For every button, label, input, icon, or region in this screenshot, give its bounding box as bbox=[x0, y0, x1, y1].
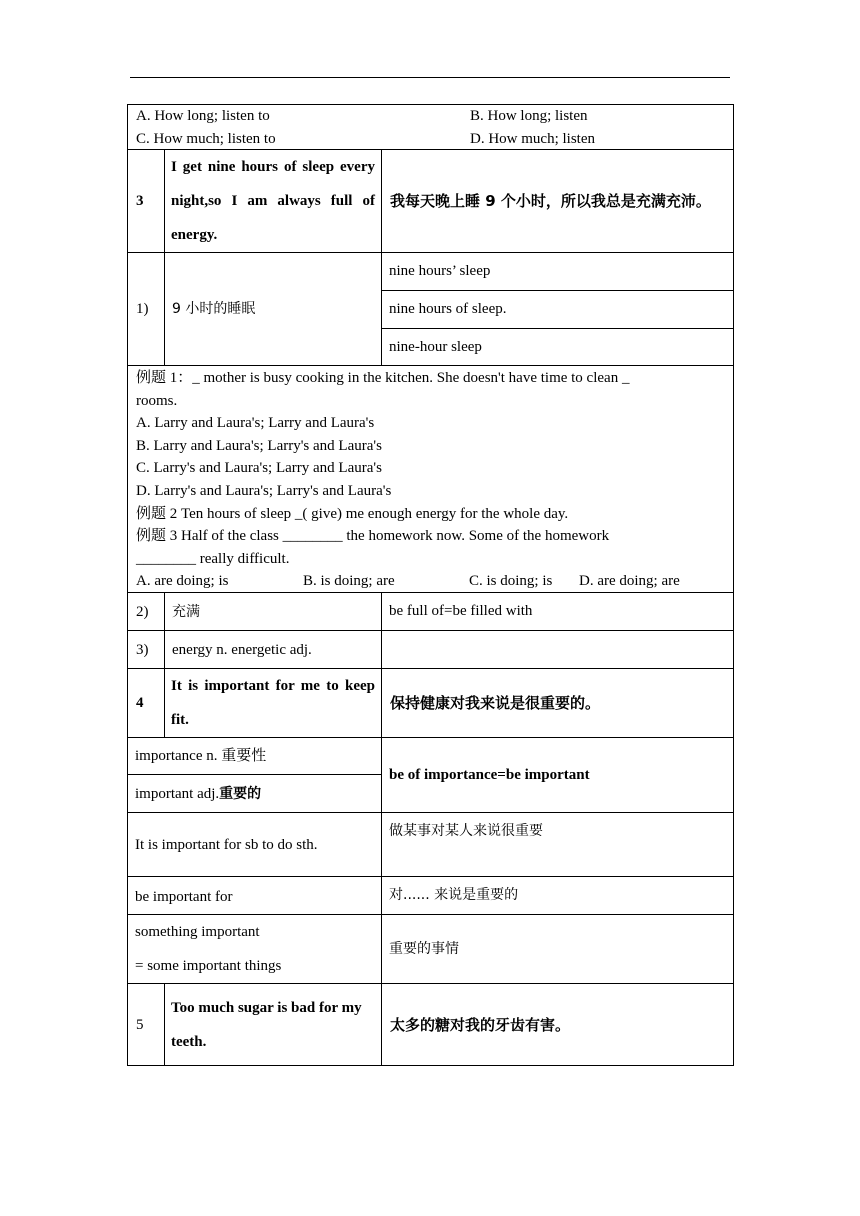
sub-detail-en: be full of=be filled with bbox=[382, 593, 734, 631]
item-sentence-zh: 我每天晚上睡 9 个小时，所以我总是充满充沛。 bbox=[382, 150, 734, 253]
sub-2-row bbox=[128, 593, 734, 631]
question-options-row bbox=[128, 105, 734, 150]
example-3-option-a: A. are doing; is bbox=[136, 573, 229, 590]
sub-label-zh: 9 小时的睡眠 bbox=[165, 253, 382, 366]
item-sentence-zh: 保持健康对我来说是很重要的。 bbox=[382, 669, 734, 738]
sub-label-zh: 充满 bbox=[165, 593, 382, 631]
example-3-option-b: B. is doing; are bbox=[303, 573, 395, 590]
example-3-stem-cont: ________ really difficult. bbox=[136, 550, 290, 567]
example-3-option-d: D. are doing; are bbox=[579, 573, 680, 590]
example-3-option-c: C. is doing; is bbox=[469, 573, 553, 590]
sub-number: 3) bbox=[128, 631, 165, 669]
option-a: A. How long; listen to bbox=[136, 108, 270, 124]
example-1-option-b: B. Larry and Laura's; Larry's and Laura's bbox=[136, 437, 382, 454]
header-rule bbox=[130, 77, 730, 78]
form-1: nine hours’ sleep bbox=[382, 253, 734, 291]
important-adj bbox=[128, 775, 382, 813]
sub-label-en: energy n. energetic adj. bbox=[165, 631, 382, 669]
example-3-options bbox=[136, 570, 725, 592]
pattern-en: be important for bbox=[128, 877, 382, 915]
pattern-en: It is important for sb to do sth. bbox=[128, 813, 382, 877]
item-number: 3 bbox=[128, 150, 165, 253]
item-sentence-en: It is important for me to keep fit. bbox=[165, 669, 382, 738]
important-adj-zh: 重要的 bbox=[219, 785, 262, 802]
example-1-option-d: D. Larry's and Laura's; Larry's and Laura's bbox=[136, 482, 392, 499]
pattern-zh: 做某事对某人来说很重要 bbox=[382, 813, 734, 877]
important-adj-en: important adj. bbox=[135, 785, 220, 802]
examples-block bbox=[128, 366, 734, 593]
pattern-1-row bbox=[128, 813, 734, 877]
example-1-option-a: A. Larry and Laura's; Larry and Laura's bbox=[136, 415, 375, 432]
item-3-row bbox=[128, 150, 734, 253]
option-d: D. How much; listen bbox=[470, 131, 595, 147]
form-3: nine-hour sleep bbox=[382, 329, 734, 366]
lesson-table bbox=[127, 104, 734, 1066]
question-options bbox=[128, 105, 734, 150]
pattern-en-line-2: = some important things bbox=[135, 958, 282, 975]
sub-number: 1) bbox=[128, 253, 165, 366]
example-1-option-c: C. Larry's and Laura's; Larry and Laura's bbox=[136, 460, 382, 477]
option-b: B. How long; listen bbox=[470, 108, 588, 124]
pattern-3-row bbox=[128, 915, 734, 984]
item-number: 4 bbox=[128, 669, 165, 738]
option-c: C. How much; listen to bbox=[136, 131, 276, 147]
item-5-row bbox=[128, 984, 734, 1066]
form-2: nine hours of sleep. bbox=[382, 291, 734, 329]
item-sentence-zh: 太多的糖对我的牙齿有害。 bbox=[382, 984, 734, 1066]
item-4-row bbox=[128, 669, 734, 738]
sub-1-row bbox=[128, 253, 734, 291]
example-1-stem: 例题 1：_ mother is busy cooking in the kitchen. She doesn't have time to clean _ bbox=[136, 370, 630, 386]
sub-number: 2) bbox=[128, 593, 165, 631]
item-number: 5 bbox=[128, 984, 165, 1066]
importance-noun: importance n. 重要性 bbox=[128, 738, 382, 775]
pattern-en bbox=[128, 915, 382, 984]
pattern-zh: 重要的事情 bbox=[382, 915, 734, 984]
example-3-stem: 例题 3 Half of the class ________ the homework now. Some of the homework bbox=[136, 528, 610, 545]
item-sentence-en: I get nine hours of sleep every night,so I am always full of energy. bbox=[165, 150, 382, 253]
example-1-stem-cont: rooms. bbox=[136, 392, 178, 409]
item-sentence-en: Too much sugar is bad for my teeth. bbox=[165, 984, 382, 1066]
importance-equivalence: be of importance=be important bbox=[382, 738, 734, 813]
examples-row bbox=[128, 366, 734, 593]
pattern-en-line-1: something important bbox=[135, 924, 260, 941]
pattern-zh: 对...... 来说是重要的 bbox=[382, 877, 734, 915]
sub-3-row bbox=[128, 631, 734, 669]
pattern-2-row bbox=[128, 877, 734, 915]
importance-row bbox=[128, 738, 734, 775]
empty-cell bbox=[382, 631, 734, 669]
example-2: 例题 2 Ten hours of sleep _( give) me enough energy for the whole day. bbox=[136, 505, 569, 522]
